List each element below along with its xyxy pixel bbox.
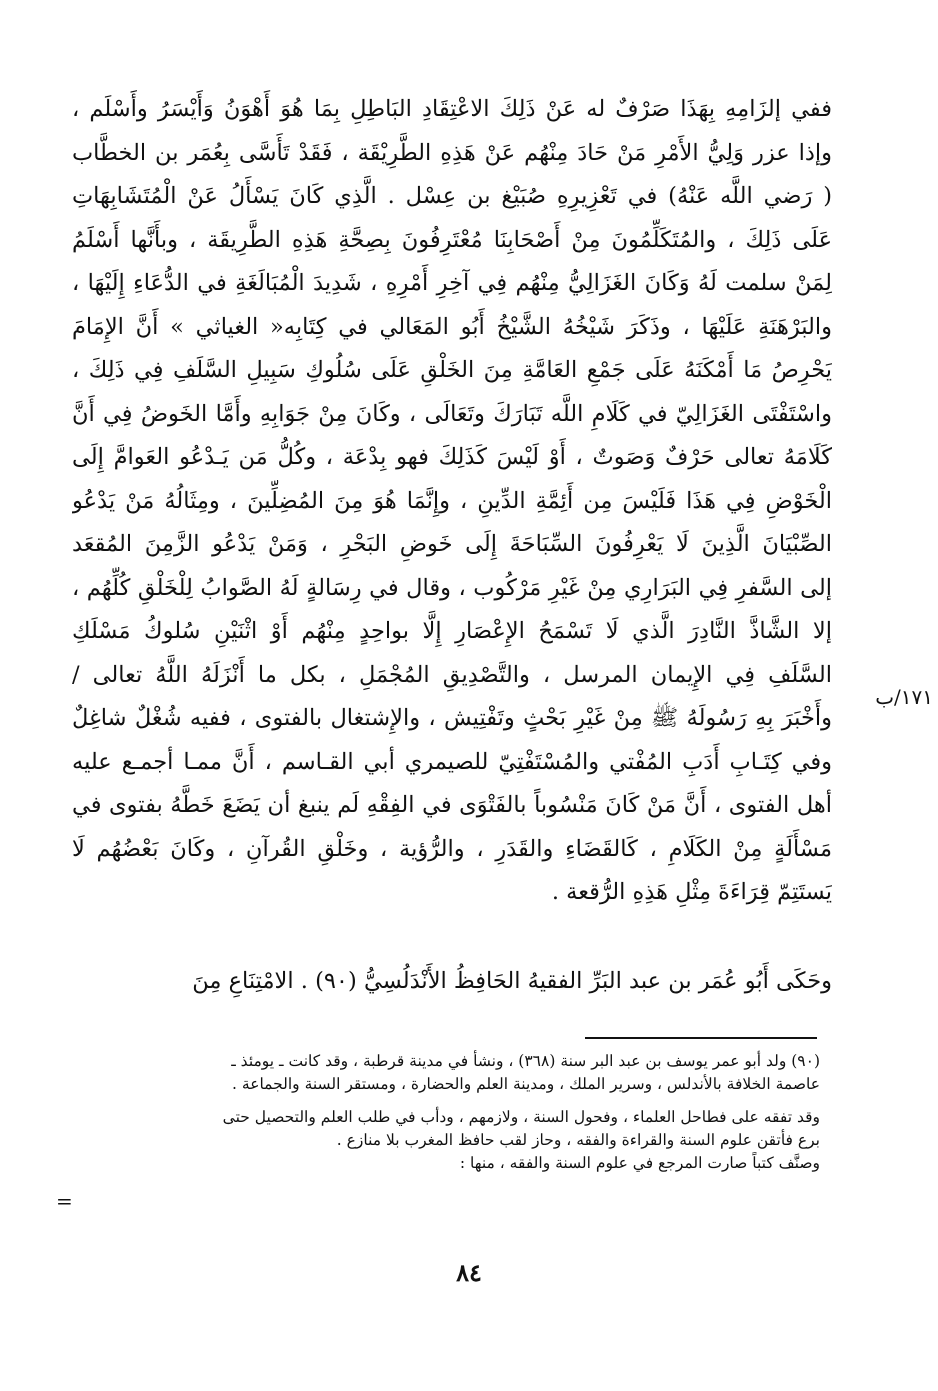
text-line: أهل الفتوى ، أَنَّ مَنْ كَانَ مَنْسُوباً بالفَتْوَى في الفِقْهِ لَم ينبغ أن يَضَعَ خَطَّهُ بفتوى في: [72, 792, 832, 818]
text-line: وفي كِتَـابِ أَدَبِ المُفْتي والمُسْتَفْتِيّ للصيمري أبي القـاسم ، أَنَّ ممـا أجمـع عليه: [72, 748, 832, 775]
text-line: والبَرْهَنَةِ عَلَيْهَا ، وذَكَرَ شَيْخُهُ الشَّيْخُ أَبُو المَعَالي في كِتَابِه« الغياثي » أَنَّ الإِمَامَ: [72, 313, 832, 340]
manuscript-folio-marker: ١٧١/ب: [875, 685, 933, 709]
text-line: يَستَتِمّ قِرَاءَةَ مِثْلِ هَذِهِ الرُّقعة .: [551, 879, 832, 905]
main-text-block: [72, 88, 832, 915]
footnote-divider: [585, 1037, 817, 1039]
text-line: السَّلَفِ فِي الإِيمان المرسل ، والتَّصْدِيقِ المُجْمَلِ ، بكل ما أَنْزَلَهُ اللَّهُ تعالى /: [72, 661, 832, 688]
text-line: الصِّبْيَانَ الَّذِينَ لَا يَعْرِفُونَ السِّبَاحَةَ إِلَى خَوضِ البَحْرِ ، وَمَنْ يَدْعُو الزَّمِنَ المُقعَد: [72, 531, 832, 557]
text-line: وإذا عزر وَلِيُّ الأَمْرِ مَنْ حَادَ مِنْهُم عَنْ هَذِهِ الطَّرِيْقَة ، فَقَدْ تَأَسَّى بِعُمَر بن الخطَّاب: [72, 139, 832, 166]
footnotes-block: [80, 1050, 820, 1175]
text-line: إلا الشَّاذَّ النَّادِرَ الَّذي لَا تَسْمَحُ الإِعْصَارِ إِلَّا بواحِدٍ مِنْهُم أَوْ اثْنَيْنِ سُلوكُ مَسْلَكِ: [72, 618, 832, 644]
text-line: إلى السَّفرِ فِي البَرَارِي مِنْ غَيْرِ مَرْكُوب ، وقال في رِسَالةٍ لَهُ الصَّوابُ لِلْخَلْقِ كُلِّهُم ،: [72, 574, 832, 601]
text-line: وأَخْبَرَ بِهِ رَسُولَهُ ﷺ مِنْ غَيْرِ بَحْثٍ وتَفْتِيش ، والإِشتغال بالفتوى ، ففيه شُغْلٌ شاغِلٌ: [72, 705, 832, 731]
closing-paragraph: [72, 960, 832, 1004]
footnote-line: (٩٠) ولد أبو عمر يوسف بن عبد البر سنة (٣٦٨) ، ونشأ في مدينة قرطبة ، وقد كانت ـ يومئذ ـ: [231, 1052, 820, 1070]
text-line: ( رَضي اللَّه عَنْهُ) في تَعْزِيرِهِ صُبَيْغ بن عِسْل . الَّذِي كَانَ يَسْأَلُ عَنْ الْمُتَشَابِهَاتِ: [72, 183, 832, 209]
footnote-gap: [80, 1096, 820, 1106]
footnote-continuation-mark: =: [56, 1189, 73, 1213]
text-line: عَلَى ذَلِكَ ، والمُتَكَلِّمُونَ مِنْ أَصْحَابِنَا مُعْتَرِفُونَ بِصِحَّةِ هَذِهِ الطَّرِيقَة ، وبأَنَّها أَسْلَمُ: [72, 226, 832, 253]
text-line: واسْتَفْتَى الغَزَالِيّ في كَلَامِ اللَّه تَبَارَكَ وتَعَالَى ، وكَانَ مِنْ جَوَابِهِ وأَمَّا الخَوضُ فِي أَنَّ: [72, 400, 832, 427]
text-line: الْخَوْضِ فِي هَذَا فَلَيْسَ مِن أَئِمَّةِ الدِّينِ ، وإِنَّمَا هُوَ مِنَ المُضِلِّينَ ، ومِثَالُهُ مَنْ يَدْعُو: [72, 487, 832, 514]
footnote-line: وقد تفقه على فطاحل العلماء ، وفحول السنة ، ولازمهم ، ودأب في طلب العلم والتحصيل حتى: [222, 1108, 820, 1126]
footnote-line: عاصمة الخلافة بالأندلس ، وسرير الملك ، ومدينة العلم والحضارة ، ومستقر السنة والجماعة .: [232, 1075, 820, 1093]
text-line: مَسْأَلَةٍ مِنْ الكَلَامِ ، كَالقَضَاءِ والقَدَرِ ، والرُّؤية ، وخَلْقِ القُرآنِ ، وكَانَ بَعْضُهُم لَا: [72, 835, 832, 862]
footnote-line: برع فأتقن علوم السنة والقراءة والفقه ، وحاز لقب حافظ المغرب بلا منازع .: [336, 1131, 820, 1149]
text-line: لِمَنْ سلمت لَهُ وَكَانَ الغَزَالِيُّ مِنْهُم فِي آخِرِ أَمْرِهِ ، شَدِيدَ الْمُبَالَغَةِ في الدُّعَاءِ إِلَيْهَا ،: [72, 270, 832, 296]
footnote-line: وصنَّف كتباً صارت المرجع في علوم السنة والفقه ، منها :: [459, 1154, 820, 1172]
text-line: وحَكَى أَبُو عُمَر بن عبد البَرِّ الفقيهُ الحَافِظُ الأَنْدَلُسِيُّ (٩٠) . الامْتِنَاعِ مِنَ: [192, 968, 832, 994]
text-line: ففي إلزَامِهِ بِهَذَا صَرْفٌ له عَنْ ذَلِكَ الاعْتِقَادِ البَاطِلِ بِمَا هُوَ أَهْوَنُ وَأَيْسَرُ وأَسْلَم ،: [72, 96, 832, 122]
text-line: كَلَامَهُ تعالى حَرْفٌ وَصَوتٌ ، أَوْ لَيْسَ كَذَلِكَ فهو بِدْعَة ، وكُلُّ مَن يَـدْعُو العَوامَّ إِلَى: [72, 444, 832, 470]
text-line: يَحْرِصُ مَا أَمْكَنَهُ عَلَى جَمْعِ العَامَّةِ مِنَ الخَلْقِ عَلَى سُلُوكِ سَبِيلِ السَّلَفِ فِي ذَلِكَ ،: [72, 357, 832, 383]
page-number: ٨٤: [456, 1258, 482, 1287]
